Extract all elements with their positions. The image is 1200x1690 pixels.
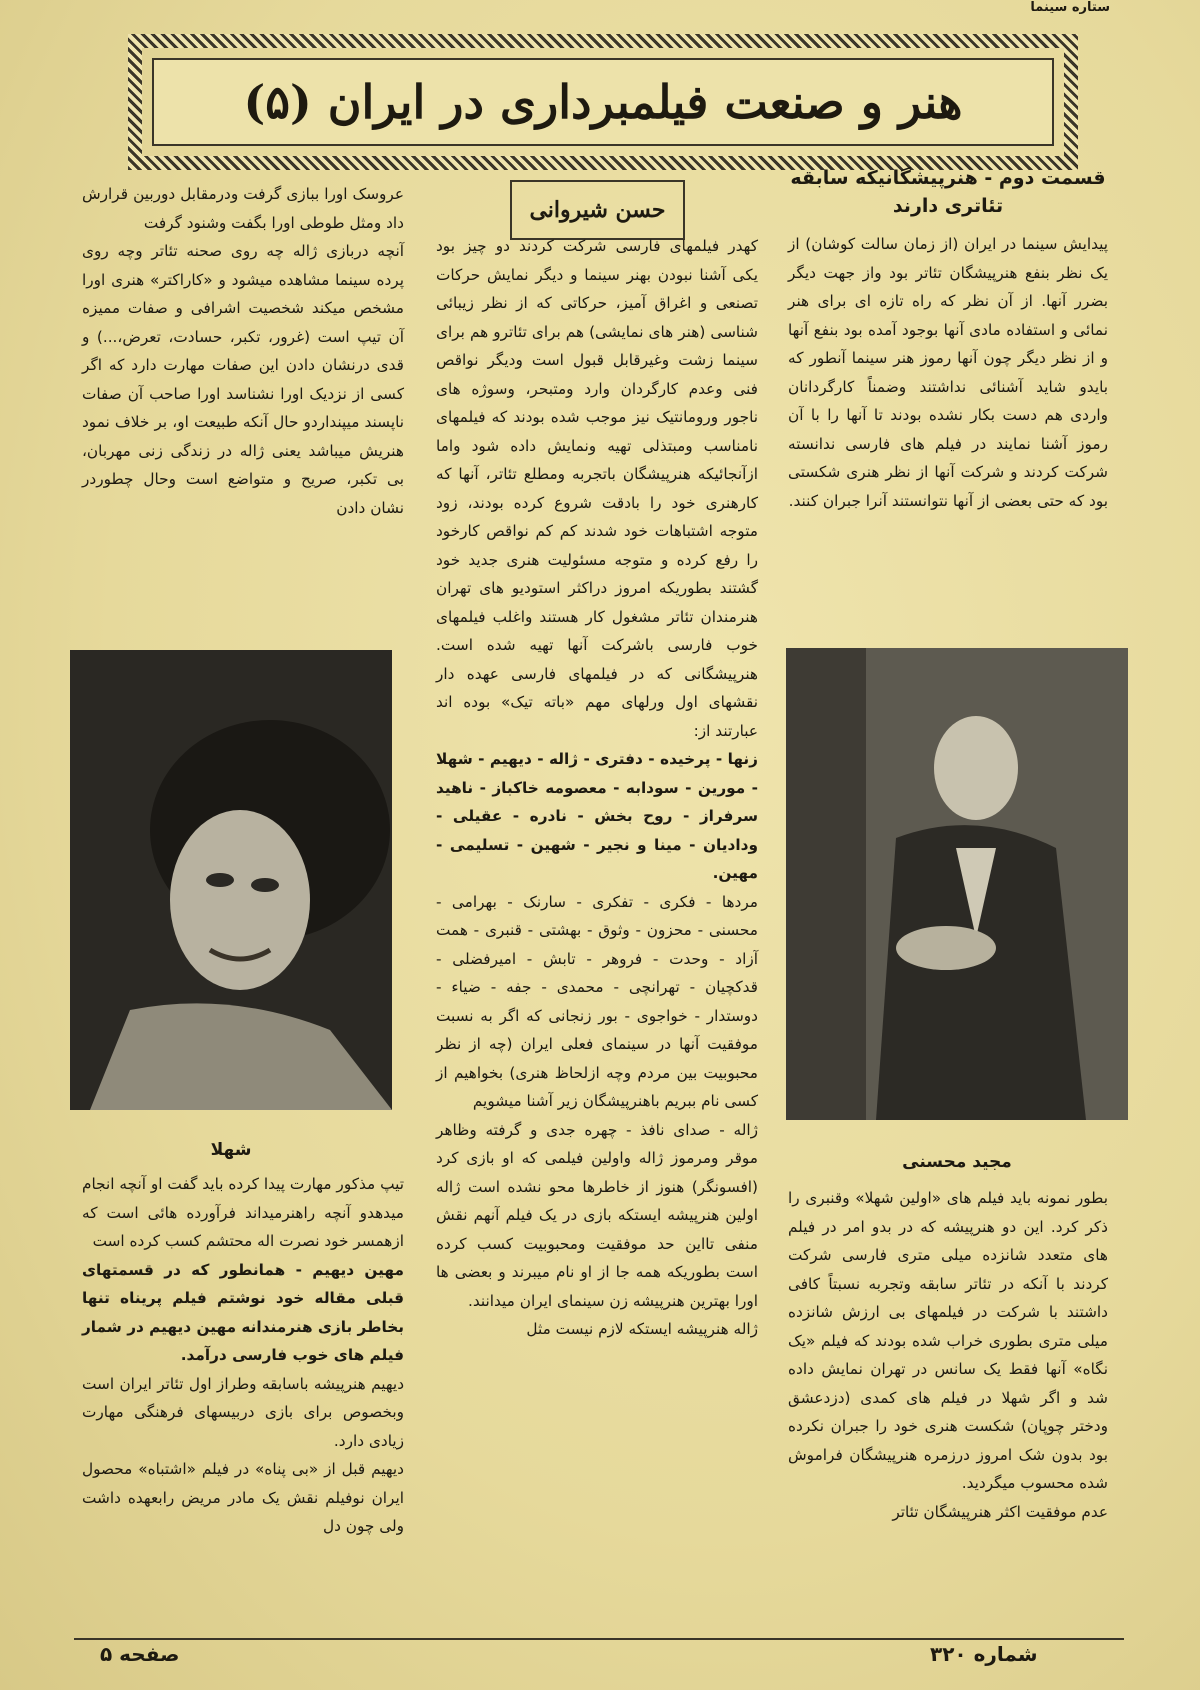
section-heading: قسمت دوم - هنرپیشگانیکه سابقه تئاتری دارند: [790, 167, 1106, 217]
photo-actress: [70, 650, 392, 1110]
paragraph: عدم موفقیت اکثر هنرپیشگان تئاتر: [892, 1502, 1108, 1521]
portrait-illustration: [70, 650, 392, 1110]
women-list: [436, 745, 758, 888]
paragraph: بطور نمونه باید فیلم های «اولین شهلا» وقنبری را ذکر کرد. این دو هنرپیشه که در بدو امر در فیلم های متعدد شانزده میلی متری فارسی شرکت کردند با آنکه در تئاتر سابقه وتجربه نسبتاً کافی داشتند با شرکت در فیلمهای بی ارزش شانزده میلی متری بطوری خراب شده بودند که فیلم «یک نگاه» آنها فقط یک سانس در تهران نمایش داده شد و اگر شهلا در فیلم های کمدی (دزدعشق ودختر چوپان) شکست هنری خود را جبران نکرده بود بدون شک امروز درزمره هنرپیشگان فراموش شده محسوب میگردید.: [788, 1189, 1108, 1492]
column-right-lower: [788, 1184, 1108, 1624]
portrait-illustration: [786, 648, 1128, 1120]
paragraph: دیهیم قبل از «بی پناه» در فیلم «اشتباه» محصول ایران نوفیلم نقش یک مادر مریض رابعهده داشت ولی چون دل: [82, 1460, 404, 1535]
caption-actor: مجید محسنی: [902, 1152, 1012, 1172]
footer-issue-number: شماره ۳۲۰: [930, 1642, 1038, 1666]
column-right-upper: [788, 230, 1108, 630]
paragraph: آنچه دربازی ژاله چه روی صحنه تئاتر وچه روی پرده سینما مشاهده میشود و «کاراکتر» هنری اورا مشخص میکند شخصیت اشرافی و صفات ممیزه آن تیپ است (غرور، تکبر، حسادت، تعرض،...) و قدی درنشان دادن این صفات مهارت دارد که اگر کسی از نزدیک اورا نشناسد اورا صاحب آن صفات ناپسند میپنداردو حال آنکه طبیعت او، بر خلاف نمود هنریش میباشد یعنی ژاله در زندگی زنی مهربان، بی تکبر، صریح و متواضع است وحال چطوردر نشان دادن: [82, 242, 404, 517]
photo-actor: [786, 648, 1128, 1120]
paragraph: تیپ مذکور مهارت پیدا کرده باید گفت او آنچه انجام میدهدو آنچه راهنرمیداند فرآورده هائی است که ازهمسر خود نصرت اله محتشم کسب کرده است: [82, 1175, 404, 1250]
paragraph: ژاله هنرپیشه ایستکه لازم نیست مثل: [526, 1320, 758, 1338]
paragraph: ژاله - صدای نافذ - چهره جدی و گرفته وظاهر موقر ومرموز ژاله واولین فیلمی که او بازی کرد (افسونگر) هنوز از خاطرها محو نشده است ژاله اولین هنرپیشه ایستکه بازی در یک فیلم آنهم نقش منفی تااین حد موفقیت ومحبوبیت کسب کرده است بطوریکه همه جا از او نام میبرند و بعضی ها اورا بهترین هنرپیشه زن سینمای ایران میدانند.: [436, 1120, 758, 1310]
paragraph-text: مهین دیهیم - همانطور که در قسمتهای قبلی مقاله خود نوشتم فیلم پریناه تنها بخاطر بازی هنرمندانه مهین دیهیم در شمار فیلم های خوب فارسی درآمد.: [82, 1260, 404, 1364]
running-header: ستاره سینما: [1030, 0, 1110, 14]
men-list-text: مردها - فکری - تفکری - سارنک - بهرامی - محسنی - محزون - وثوق - بهشتی - قنبری - همت آزاد - وحدت - فروهر - تابش - امیرفضلی - قدکچیان - تهرانچی - محمدی - جفه - ضیاء - دوستدار - خواجوی - بور زنجانی که اگر به نسبت موفقیت آنها در سینمای فعلی ایران (چه از نظر محبوبیت بین مردم وچه ازلحاظ هنری) بخواهیم از کسی نام ببریم باهنرپیشگان زیر آشنا میشویم: [436, 892, 758, 1110]
article-title: هنر و صنعت فیلمبرداری در ایران (۵): [243, 75, 963, 129]
title-banner: [128, 34, 1078, 170]
paragraph: [82, 1256, 404, 1370]
column-middle: [436, 232, 758, 1582]
paragraph: عروسک اورا ببازی گرفت ودرمقابل دوربین قرارش داد ومثل طوطی اورا بگفت وشنود گرفت: [82, 185, 404, 232]
footer-rule: [74, 1638, 1124, 1640]
paragraph: پیدایش سینما در ایران (از زمان سالت کوشان) از یک نظر بنفع هنرپیشگان تئاتر بود واز جهت دیگر بضرر آنها. از آن نظر که راه تازه ای برای هنر نمائی و استفاده مادی آنها بوجود آمده بود بنفع آنها و از نظر دیگر چون آنها رموز هنر سینما آنطور که بایدو شاید آشنائی نداشتند وضمناً کارگردانان واردی هم دست بکار نشده بودند تا آنها را با آن رموز آشنا نمایند در فیلم های فارسی ندانسته شرکت کردند و شرکت آنها از نظر هنری شکستی بود که حتی بعضی از آنها نتوانستند آنرا جبران کنند.: [788, 235, 1108, 510]
title-frame: [152, 58, 1054, 146]
paragraph: دیهیم هنرپیشه باسابقه وطراز اول تئاتر ایران است وبخصوص برای بازی دربیسهای فرهنگی مهارت زیادی دارد.: [82, 1374, 404, 1450]
caption-actress: شهلا: [210, 1140, 252, 1160]
footer-page-number: صفحه ۵: [100, 1642, 180, 1666]
women-list-text: زنها - پرخیده - دفتری - ژاله - دیهیم - شهلا - مورین - سودابه - معصومه خاکباز - ناهید سرفراز - روح بخش - نادره - عقیلی - ودادیان - مینا و نجیر - شهین - تسلیمی - مهین.: [436, 750, 758, 882]
column-left-upper: [82, 180, 404, 620]
men-list: [436, 888, 758, 1116]
author-box: حسن شیروانی: [510, 180, 685, 240]
paragraph: کهدر فیلمهای فارسی شرکت کردند دو چیز بود یکی آشنا نبودن بهنر سینما و دیگر نمایش حرکات تصنعی و اغراق آمیز، حرکاتی که از نظر زیبائی شناسی (هنر های نمایشی) هم برای تئاترو هم برای سینما زشت وغیرقابل قبول است ودیگر نواقص فنی وعدم کارگردان وارد ومتبحر، وسوژه های ناجور ورومانتیک نیز موجب شده بودند که فیلمهای نامناسب ومبتذلی تهیه ونمایش داده شود واما ازآنجائیکه هنرپیشگان باتجربه ومطلع تئاتر، آنها که کارهنری خود را بادقت شروع کرده بودند، زود متوجه اشتباهات خود شدند کم کم نواقص کارخود را رفع کرده و متوجه مسئولیت هنری جدید خود گشتند بطوریکه امروز دراکثر استودیو های تهران هنرمندان تئاتر مشغول کار هستند واغلب فیلمهای خوب فارسی باشرکت آنها تهیه شده است. هنرپیشگانی که در فیلمهای فارسی عهده دار نقشهای اول ورلهای مهم «باته تیک» بوده اند عبارتند از:: [436, 237, 758, 740]
column-left-lower: [82, 1170, 404, 1610]
